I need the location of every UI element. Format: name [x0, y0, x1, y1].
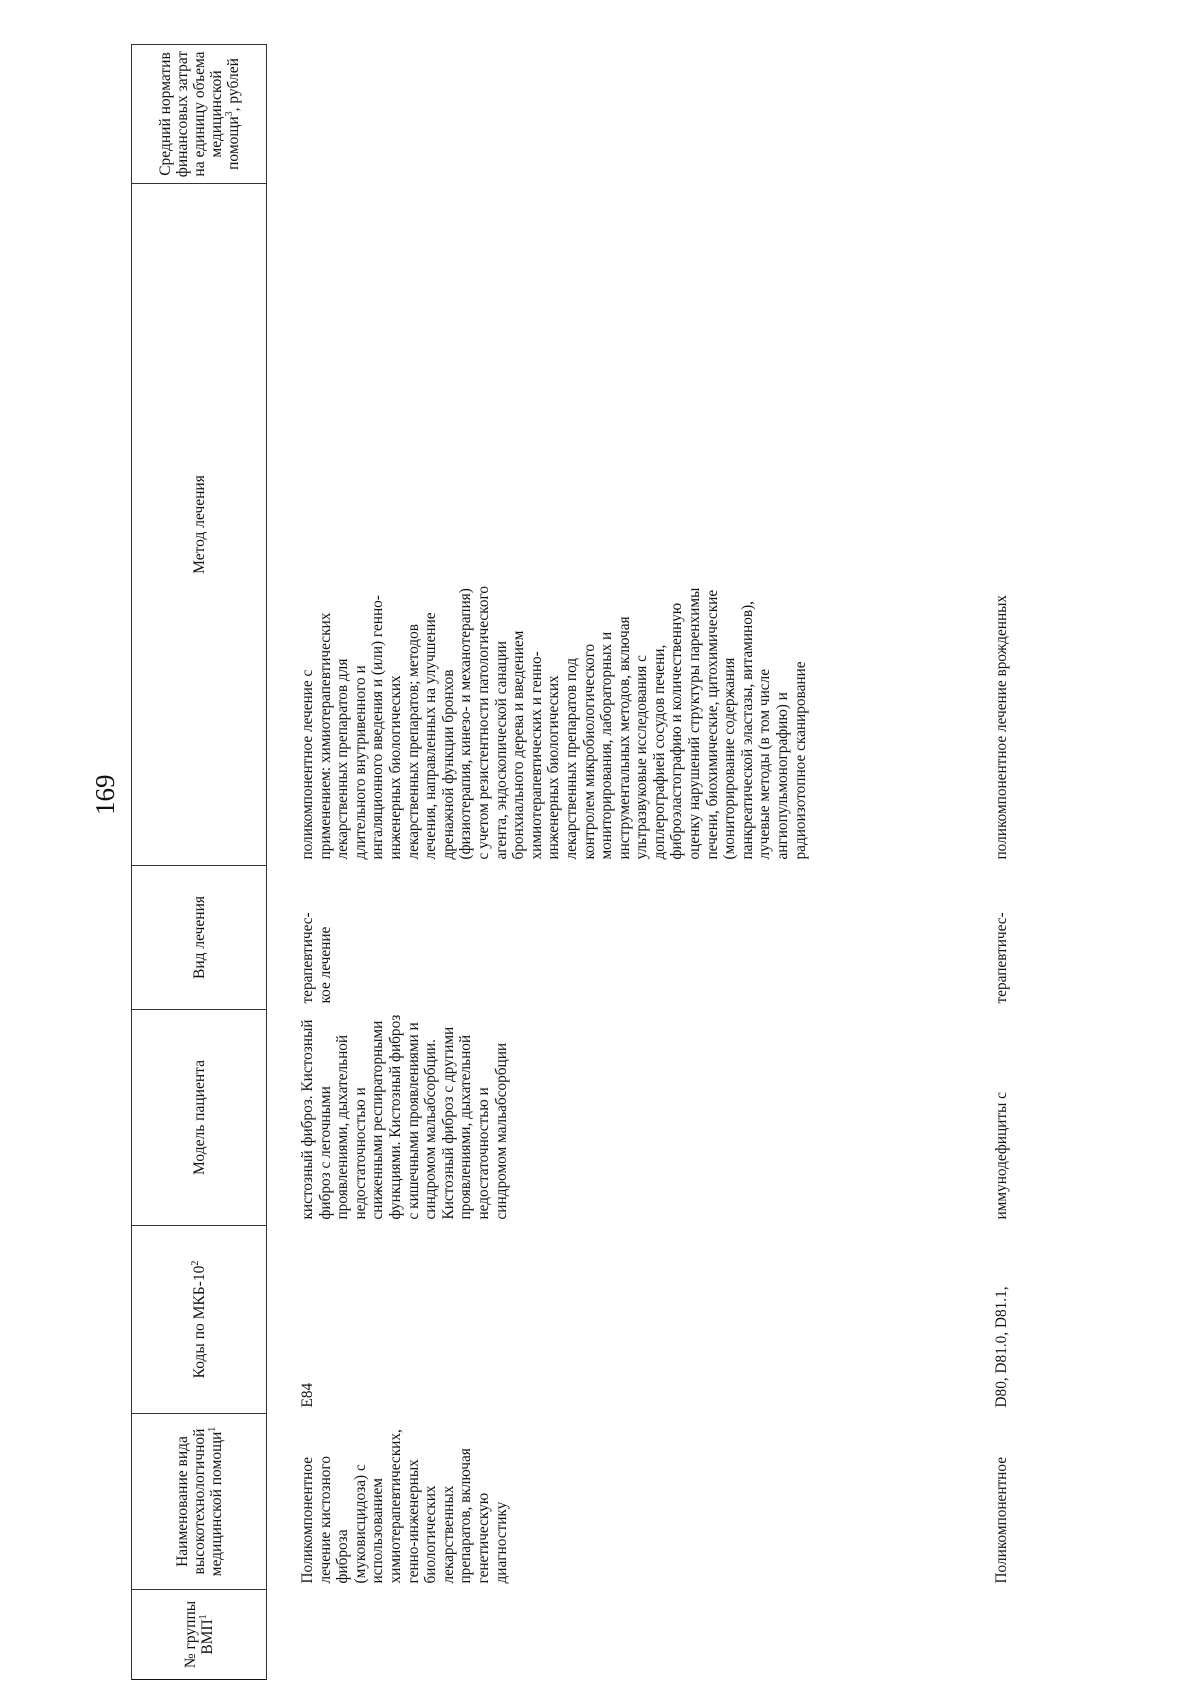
cell-hmc-type: Поликомпонентное [993, 1457, 1010, 1584]
table-header-row [132, 45, 267, 1680]
cell-hmc-type: Поликомпонентное лечение кистозного фиброза (муковисцидоза) с использованием химиотерапевтических, генно-инженерных биологических лекарственных препаратов, включая генетическую диагностику [299, 1429, 510, 1584]
footnote-1: 1 [197, 1614, 209, 1620]
cell-icd-codes: D80, D81.0, D81.1, [993, 1286, 1010, 1408]
cell-treatment-method: поликомпонентное лечение врожденных [993, 594, 1010, 860]
header-hmc-type-text: Наименование вида высокотехнологичной медицинской помощи [173, 1428, 225, 1577]
header-cost-standard [132, 45, 267, 184]
rotated-table-container [131, 45, 1151, 1680]
cell-treatment-kind: терапевтичес- [993, 912, 1010, 1004]
cell-cost [989, 45, 1011, 184]
footnote-3: 3 [223, 111, 235, 117]
header-treatment-method: Метод лечения [132, 184, 267, 866]
footnote-1b: 1 [206, 1426, 218, 1432]
header-patient-model: Модель пациента [132, 1010, 267, 1226]
page-number: 169 [90, 774, 120, 815]
header-hmc-type [132, 1414, 267, 1590]
cell-group-number [989, 1590, 1011, 1680]
cell-icd-codes: E84 [299, 1382, 316, 1408]
cell-group-number [267, 1590, 990, 1680]
cell-patient-model: иммунодефициты с [993, 1092, 1010, 1220]
header-cost-standard-text: Средний норматив финансовых затрат на единицу объема медицинской помощи [156, 50, 242, 178]
cell-treatment-method: поликомпонентное лечение с применением: химиотерапевтических лекарственных препаратов для длительного внутривенного и ингаляционного введения и (или) генно- инженерных биологических лекарственных препаратов; методов лечения, направленных на улучшение дренажной функции бронхов (физиотерапия, кинезо- и механотерапия) с учетом резистентности патологического агента, эндоскопической санации бронхиального дерева и введением химиотерапевтических и генно- инженерных биологических лекарственных препаратов под контролем микробиологического мониторирования, лабораторных и инструментальных методов, включая ультразвуковые исследования с доплерографией сосудов печени, фиброэластографию и количественную оценку нарушений структуры паренхимы печени, биохимические, цитохимические (мониторирование содержания панкреатической эластазы, витаминов), лучевые методы (в том числе ангиопульмонографию) и радиоизотопное сканирование [299, 585, 809, 860]
header-icd-codes [132, 1226, 267, 1414]
cell-treatment-kind: терапевтичес- кое лечение [299, 912, 334, 1004]
header-cost-standard-tail: , рублей [224, 58, 242, 112]
vmp-table [131, 44, 1011, 1680]
table-row [267, 45, 990, 1680]
cell-cost [267, 45, 990, 184]
header-group-number [132, 1590, 267, 1680]
table-row [989, 45, 1011, 1680]
header-treatment-kind: Вид лечения [132, 866, 267, 1010]
footnote-2: 2 [189, 1260, 201, 1266]
header-icd-codes-text: Коды по МКБ-10 [190, 1265, 208, 1379]
header-group-number-text: № группы ВМП [182, 1600, 216, 1669]
cell-patient-model: кистозный фиброз. Кистозный фиброз с легочными проявлениями, дыхательной недостаточностью и сниженными респираторными функциями. Кистозный фиброз с кишечными проявлениями и синдромом мальабсорбции. Кистозный фиброз с другими проявлениями, дыхательной недостаточностью и синдромом мальабсорбции [299, 1014, 510, 1220]
